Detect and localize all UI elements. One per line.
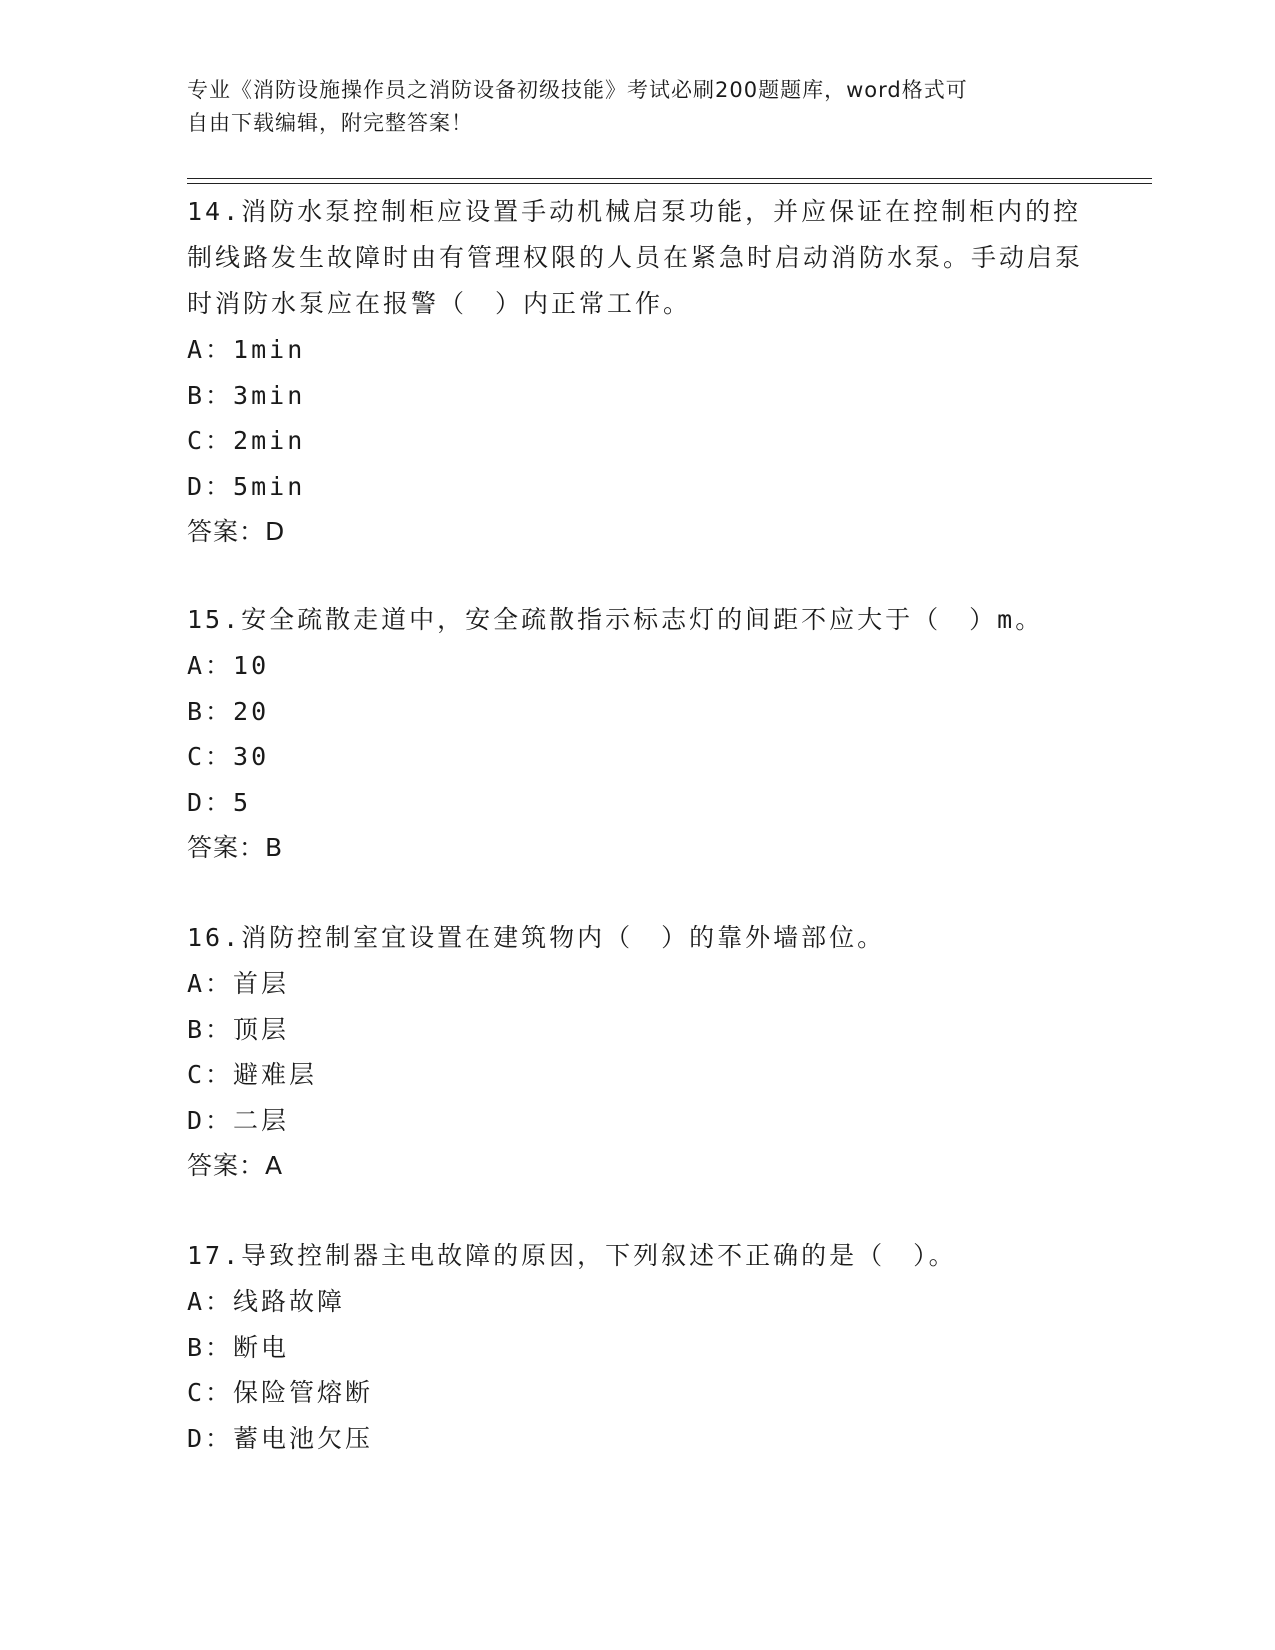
question-15 (187, 597, 1087, 871)
option-d: D：5min (187, 471, 306, 501)
question-stem: 15.安全疏散走道中，安全疏散指示标志灯的间距不应大于（ ）m。 (187, 605, 1044, 634)
option-b: B：3min (187, 380, 306, 410)
question-stem: 14.消防水泵控制柜应设置手动机械启泵功能，并应保证在控制柜内的控制线路发生故障时由有管理权限的人员在紧急时启动消防水泵。手动启泵时消防水泵应在报警（ ）内正常工作。 (187, 197, 1084, 318)
header-line-2: 自由下载编辑，附完整答案！ (187, 111, 473, 135)
option-d: D：蓄电池欠压 (187, 1423, 374, 1453)
document-header (187, 74, 1067, 140)
option-c: C：30 (187, 742, 270, 771)
header-line-1: 专业《消防设施操作员之消防设备初级技能》考试必刷200题题库，word格式可 (187, 78, 968, 102)
option-c: C：2min (187, 426, 306, 455)
option-d: D：二层 (187, 1105, 290, 1135)
option-c: C：保险管熔断 (187, 1378, 374, 1407)
question-17 (187, 1233, 1087, 1461)
option-a: A：10 (187, 651, 270, 680)
header-divider-top (187, 178, 1152, 179)
question-14 (187, 189, 1087, 555)
option-b: B：断电 (187, 1332, 290, 1362)
answer: 答案：B (187, 833, 284, 862)
option-b: B：顶层 (187, 1014, 290, 1044)
answer: 答案：D (187, 517, 286, 546)
option-a: A：首层 (187, 969, 290, 998)
option-a: A：1min (187, 335, 306, 364)
header-divider-bottom (187, 183, 1152, 184)
option-c: C：避难层 (187, 1060, 318, 1089)
question-stem: 17.导致控制器主电故障的原因，下列叙述不正确的是（ ）。 (187, 1241, 957, 1270)
option-d: D：5 (187, 787, 252, 817)
option-b: B：20 (187, 696, 270, 726)
option-a: A：线路故障 (187, 1287, 346, 1316)
question-stem: 16.消防控制室宜设置在建筑物内（ ）的靠外墙部位。 (187, 923, 886, 952)
answer: 答案：A (187, 1151, 284, 1180)
question-16 (187, 915, 1087, 1189)
